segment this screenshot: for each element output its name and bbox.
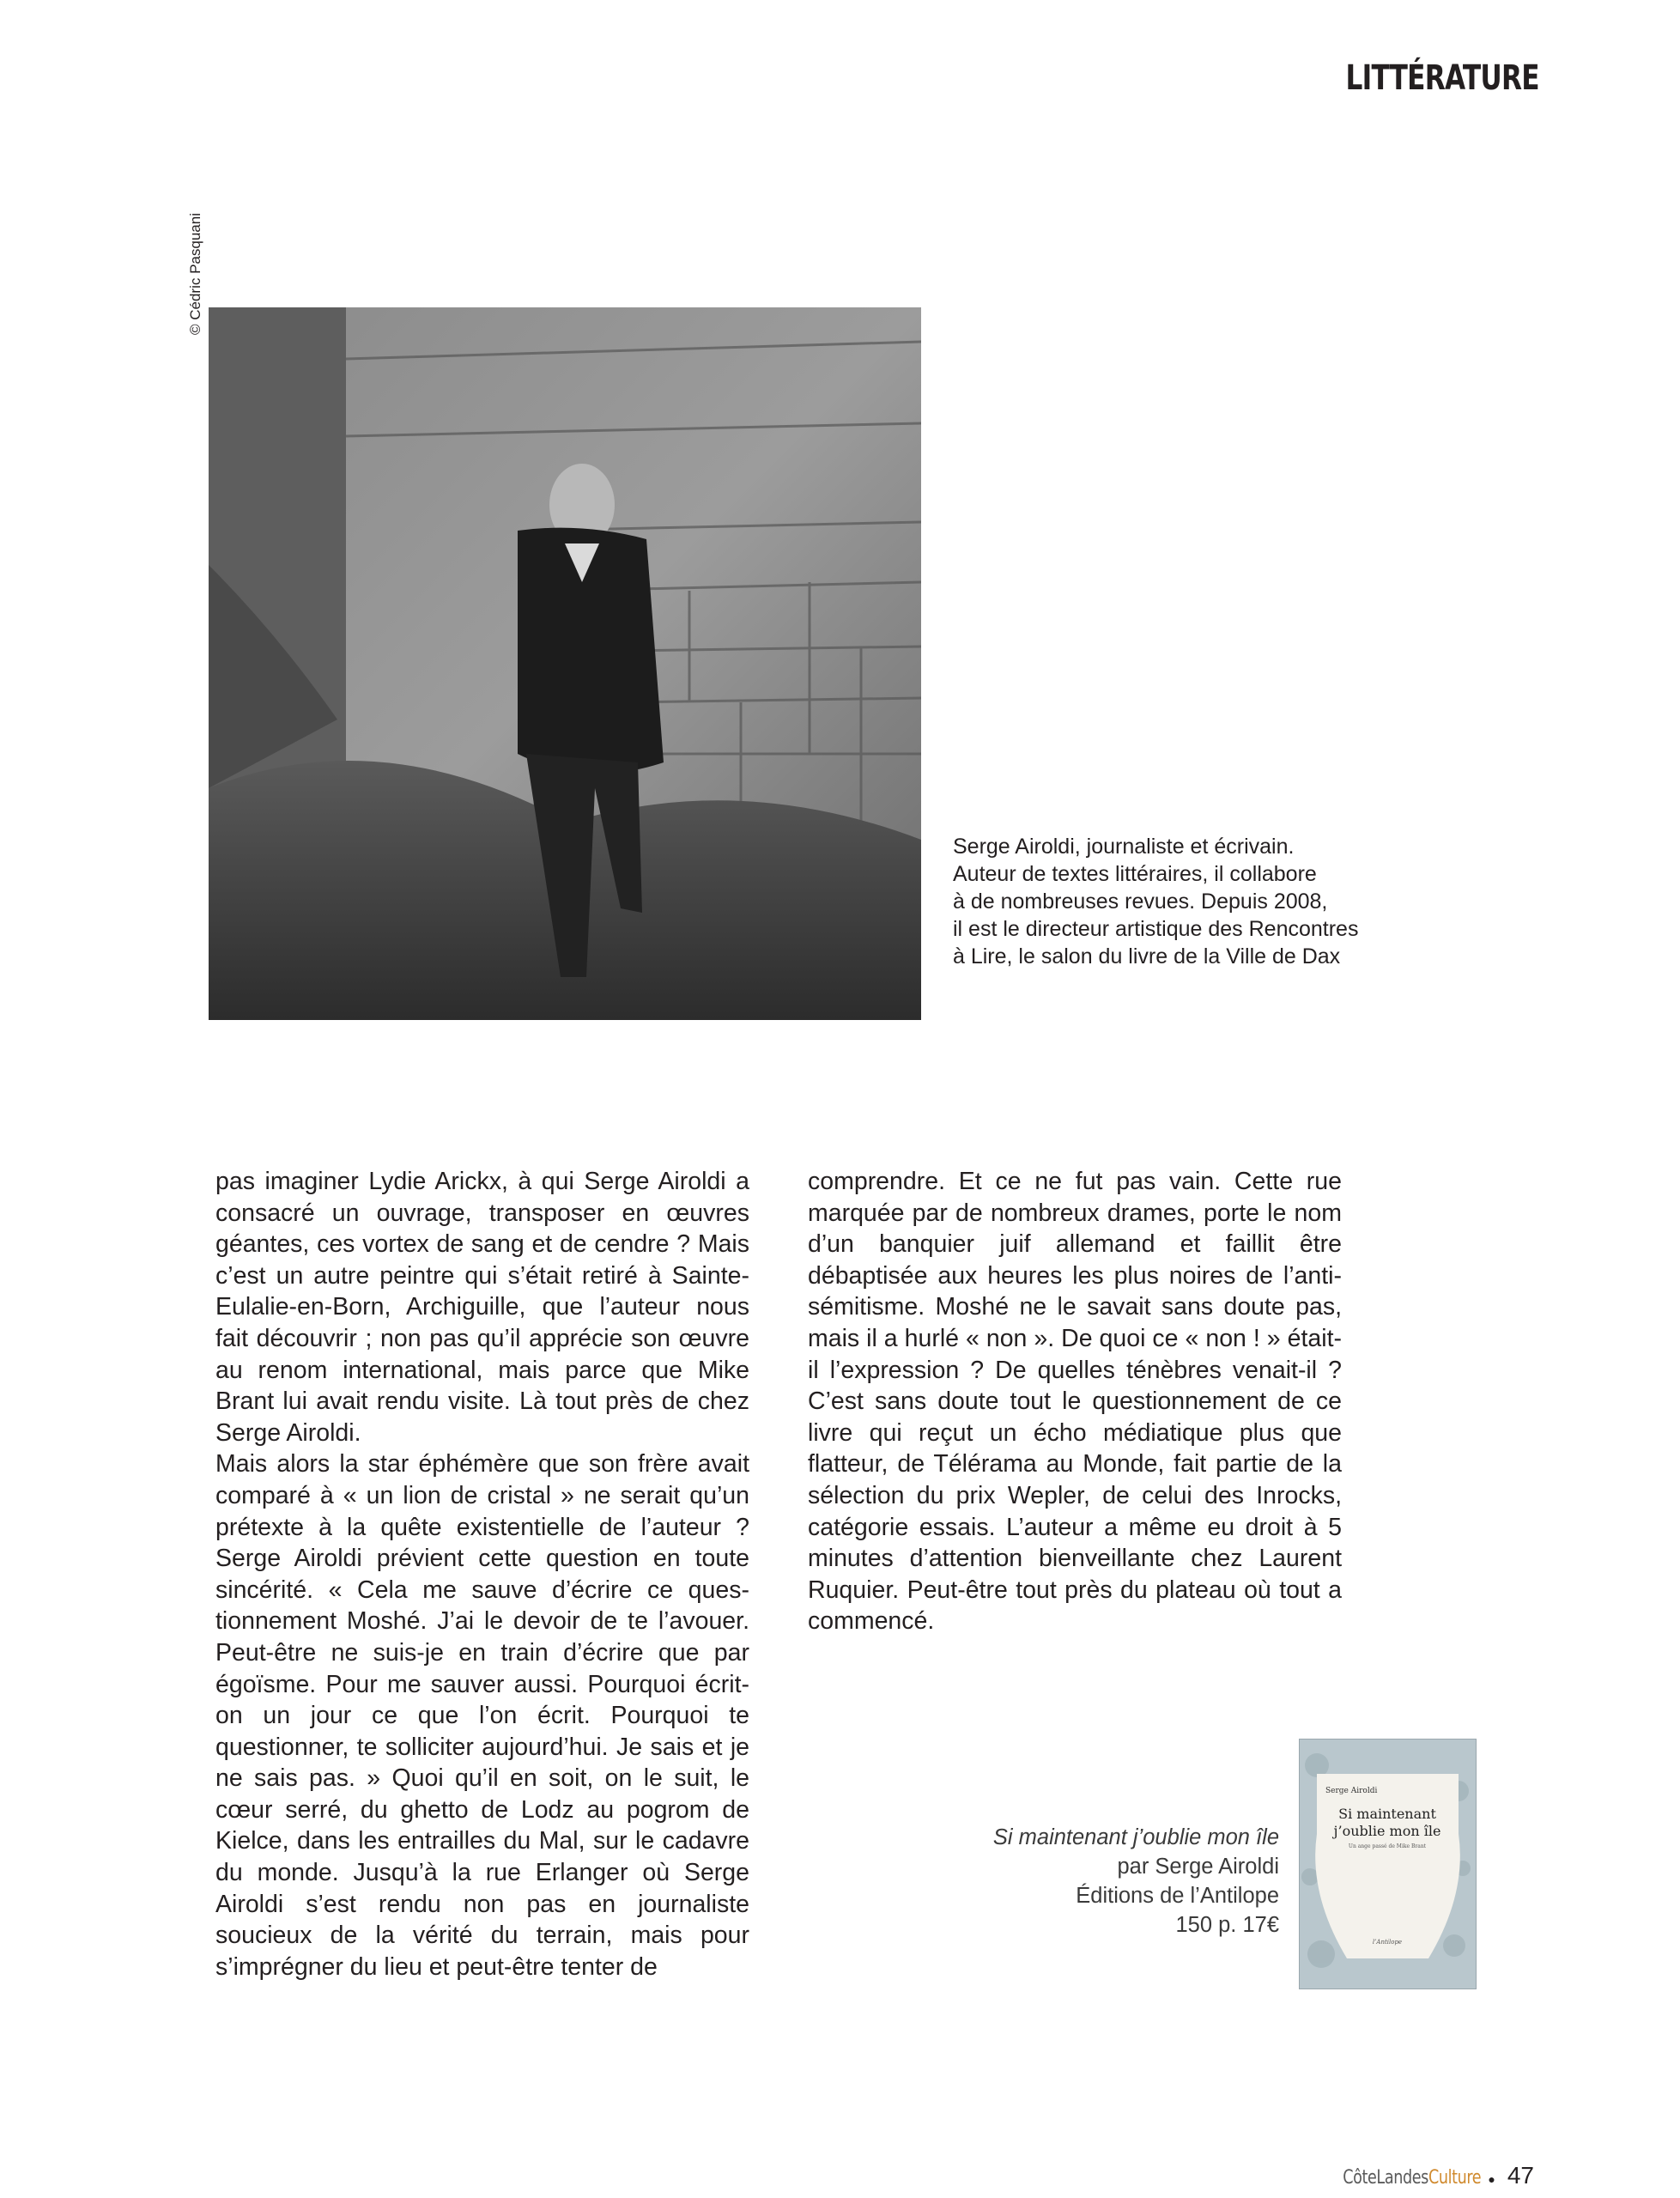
cover-subtitle: Un ange passé de Mike Brant — [1348, 1843, 1427, 1849]
caption-line: Serge Airoldi, journaliste et écrivain. — [953, 835, 1295, 859]
photo-caption — [953, 833, 1399, 970]
book-cover-image — [1300, 1740, 1476, 1989]
article-paragraph: comprendre. Et ce ne fut pas vain. Cette rue marquée par de nombreux drames, porte le nom d’un banquier juif allemand et faillit être débaptisée aux heures les plus noires de l’antisémitisme. Moshé ne le savait sans doute pas, mais il a hurlé « non ». De quoi ce « non ! » était-il l’expression ? De quelles ténèbres venait-il ? C’est sans doute tout le questionnement de ce livre qui reçut un écho médiatique plus que flatteur, de Télérama au Monde, fait partie de la sélection du prix Wepler, de celui des Inrocks, catégorie essais. L’auteur a même eu droit à 5 minutes d’attention bienveillante chez Laurent Ruquier. Peut-être tout près du plateau où tout a commencé. — [808, 1168, 1342, 1636]
caption-line: il est le directeur artistique des Rencontres — [953, 917, 1359, 941]
article-paragraph: Mais alors la star éphémère que son frère avait comparé à « un lion de cristal » ne serait qu’un prétexte à la quête existentielle de l’auteur ? Serge Airoldi prévient cette question en toute sincérité. « Cela me sauve d’écrire ce questionnement Moshé. J’ai le devoir de te l’avouer. Peut-être ne suis-je en train d’écrire que par égoïsme. Pour me sauver aussi. Pourquoi écrit-on un jour ce que l’on écrit. Pourquoi te questionner, te solliciter aujourd’hui. Je sais et je ne sais pas. » Quoi qu’il en soit, on le suit, le cœur serré, du ghetto de Lodz au pogrom de Kielce, dans les entrailles du Mal, sur le cadavre du monde. Jusqu’à la rue Erlanger où Serge Airoldi s’est rendu non pas en journaliste soucieux de la vérité du terrain, mais pour s’imprégner du lieu et peut-être tenter de — [215, 1450, 749, 1981]
magazine-brand — [1343, 2167, 1481, 2189]
book-publisher: Éditions de l’Antilope — [1076, 1884, 1279, 1908]
page-number: 47 — [1507, 2162, 1534, 2189]
article-paragraph: pas imaginer Lydie Arickx, à qui Serge Airoldi a consacré un ouvrage, transposer en œuvres géantes, ces vortex de sang et de cendre ? Mais c’est un autre peintre qui s’était retiré à Sainte-Eulalie-en-Born, Archiguille, que l’auteur nous fait découvrir ; non pas qu’il apprécie son œuvre au renom international, mais parce que Mike Brant lui avait rendu visite. Là tout près de chez Serge Airoldi. — [215, 1168, 749, 1447]
section-label: LITTÉRATURE — [1345, 58, 1539, 98]
article-column-left — [215, 1166, 749, 1982]
article-column-right — [808, 1166, 1342, 1637]
cover-title-line2: j’oublie mon île — [1333, 1823, 1441, 1839]
photo-credit: © Cédric Pasquani — [187, 213, 203, 335]
book-author: par Serge Airoldi — [1117, 1855, 1279, 1879]
bullet-icon: ● — [1488, 2172, 1495, 2186]
caption-line: à de nombreuses revues. Depuis 2008, — [953, 890, 1328, 914]
page-footer — [1308, 2162, 1534, 2189]
caption-line: à Lire, le salon du livre de la Ville de Dax — [953, 944, 1341, 968]
cover-title-line1: Si maintenant — [1338, 1806, 1436, 1822]
cover-publisher: l’Antilope — [1372, 1939, 1403, 1946]
author-photo — [209, 307, 921, 1020]
cover-author: Serge Airoldi — [1325, 1787, 1378, 1795]
brand-accent: Culture — [1428, 2167, 1482, 2189]
book-details: 150 p. 17€ — [1175, 1913, 1279, 1937]
caption-line: Auteur de textes littéraires, il collabore — [953, 862, 1317, 886]
book-title: Si maintenant j’oublie mon île — [992, 1825, 1279, 1849]
book-info — [993, 1823, 1279, 1940]
brand-name: CôteLandes — [1343, 2167, 1429, 2189]
